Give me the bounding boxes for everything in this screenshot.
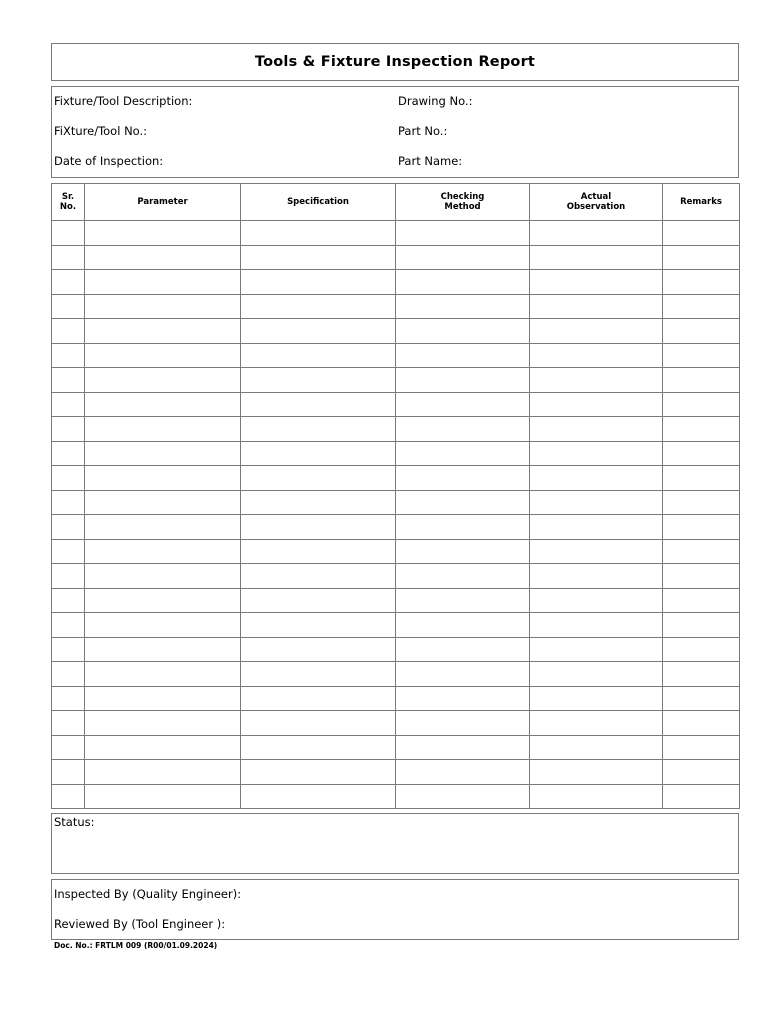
header-checking-method: Checking Method <box>396 184 530 221</box>
remarks-cell[interactable] <box>663 760 740 785</box>
fixture-no-label: FiXture/Tool No.: <box>54 124 148 138</box>
checking-method-cell[interactable] <box>396 515 530 540</box>
sr-no-cell[interactable] <box>52 735 85 760</box>
actual-observation-cell[interactable] <box>530 613 663 638</box>
sr-no-cell[interactable] <box>52 441 85 466</box>
fixture-info-section <box>51 86 739 178</box>
parameter-cell[interactable] <box>85 466 241 491</box>
specification-cell[interactable] <box>241 539 396 564</box>
specification-cell[interactable] <box>241 637 396 662</box>
checking-method-cell[interactable] <box>396 784 530 809</box>
part-name-label: Part Name: <box>398 154 463 168</box>
sr-no-cell[interactable] <box>52 245 85 270</box>
checking-method-cell[interactable] <box>396 588 530 613</box>
specification-cell[interactable] <box>241 662 396 687</box>
sr-no-cell[interactable] <box>52 613 85 638</box>
parameter-cell[interactable] <box>85 662 241 687</box>
table-row <box>52 343 740 368</box>
specification-cell[interactable] <box>241 392 396 417</box>
remarks-cell[interactable] <box>663 637 740 662</box>
parameter-cell[interactable] <box>85 711 241 736</box>
remarks-cell[interactable] <box>663 515 740 540</box>
table-header-row <box>52 184 740 221</box>
remarks-cell[interactable] <box>663 294 740 319</box>
checking-method-cell[interactable] <box>396 490 530 515</box>
header-sr-no: Sr. No. <box>52 184 85 221</box>
table-body <box>52 221 740 809</box>
specification-cell[interactable] <box>241 319 396 344</box>
checking-method-cell[interactable] <box>396 686 530 711</box>
table-row <box>52 784 740 809</box>
sr-no-cell[interactable] <box>52 319 85 344</box>
actual-observation-cell[interactable] <box>530 270 663 295</box>
table-row <box>52 270 740 295</box>
drawing-no-label: Drawing No.: <box>398 94 473 108</box>
sr-no-cell[interactable] <box>52 270 85 295</box>
sr-no-cell[interactable] <box>52 539 85 564</box>
sr-no-cell[interactable] <box>52 662 85 687</box>
parameter-cell[interactable] <box>85 564 241 589</box>
remarks-cell[interactable] <box>663 270 740 295</box>
table-row <box>52 368 740 393</box>
checking-method-cell[interactable] <box>396 343 530 368</box>
actual-observation-cell[interactable] <box>530 588 663 613</box>
remarks-cell[interactable] <box>663 686 740 711</box>
parameter-cell[interactable] <box>85 417 241 442</box>
specification-cell[interactable] <box>241 368 396 393</box>
remarks-cell[interactable] <box>663 784 740 809</box>
specification-cell[interactable] <box>241 417 396 442</box>
table-row <box>52 490 740 515</box>
table-row <box>52 711 740 736</box>
checking-method-cell[interactable] <box>396 270 530 295</box>
table-row <box>52 221 740 246</box>
table-row <box>52 588 740 613</box>
table-row <box>52 735 740 760</box>
checking-method-cell[interactable] <box>396 539 530 564</box>
actual-observation-cell[interactable] <box>530 245 663 270</box>
actual-observation-cell[interactable] <box>530 319 663 344</box>
specification-cell[interactable] <box>241 735 396 760</box>
specification-cell[interactable] <box>241 270 396 295</box>
remarks-cell[interactable] <box>663 490 740 515</box>
parameter-cell[interactable] <box>85 539 241 564</box>
checking-method-cell[interactable] <box>396 466 530 491</box>
date-of-inspection-label: Date of Inspection: <box>54 154 164 168</box>
checking-method-cell[interactable] <box>396 637 530 662</box>
remarks-cell[interactable] <box>663 368 740 393</box>
remarks-cell[interactable] <box>663 221 740 246</box>
sr-no-cell[interactable] <box>52 417 85 442</box>
sr-no-cell[interactable] <box>52 392 85 417</box>
parameter-cell[interactable] <box>85 784 241 809</box>
specification-cell[interactable] <box>241 588 396 613</box>
parameter-cell[interactable] <box>85 245 241 270</box>
remarks-cell[interactable] <box>663 343 740 368</box>
report-title: Tools & Fixture Inspection Report <box>254 54 536 70</box>
table-row <box>52 392 740 417</box>
actual-observation-cell[interactable] <box>530 711 663 736</box>
table-row <box>52 294 740 319</box>
specification-cell[interactable] <box>241 466 396 491</box>
checking-method-cell[interactable] <box>396 221 530 246</box>
specification-cell[interactable] <box>241 613 396 638</box>
sr-no-cell[interactable] <box>52 784 85 809</box>
actual-observation-cell[interactable] <box>530 760 663 785</box>
parameter-cell[interactable] <box>85 221 241 246</box>
sr-no-cell[interactable] <box>52 564 85 589</box>
parameter-cell[interactable] <box>85 735 241 760</box>
checking-method-cell[interactable] <box>396 564 530 589</box>
checking-method-cell[interactable] <box>396 417 530 442</box>
document-number: Doc. No.: FRTLM 009 (R00/01.09.2024) <box>54 941 218 950</box>
remarks-cell[interactable] <box>663 441 740 466</box>
actual-observation-cell[interactable] <box>530 466 663 491</box>
table-row <box>52 441 740 466</box>
header-specification: Specification <box>241 184 396 221</box>
header-remarks: Remarks <box>663 184 740 221</box>
checking-method-cell[interactable] <box>396 441 530 466</box>
specification-cell[interactable] <box>241 245 396 270</box>
remarks-cell[interactable] <box>663 735 740 760</box>
specification-cell[interactable] <box>241 343 396 368</box>
remarks-cell[interactable] <box>663 539 740 564</box>
actual-observation-cell[interactable] <box>530 221 663 246</box>
sr-no-cell[interactable] <box>52 294 85 319</box>
specification-cell[interactable] <box>241 711 396 736</box>
actual-observation-cell[interactable] <box>530 735 663 760</box>
specification-cell[interactable] <box>241 686 396 711</box>
parameter-cell[interactable] <box>85 760 241 785</box>
table-row <box>52 613 740 638</box>
part-no-label: Part No.: <box>398 124 448 138</box>
remarks-cell[interactable] <box>663 417 740 442</box>
inspection-table <box>51 183 740 809</box>
sr-no-cell[interactable] <box>52 343 85 368</box>
checking-method-cell[interactable] <box>396 613 530 638</box>
sr-no-cell[interactable] <box>52 368 85 393</box>
table-row <box>52 662 740 687</box>
report-title-box <box>51 43 739 81</box>
sr-no-cell[interactable] <box>52 686 85 711</box>
specification-cell[interactable] <box>241 294 396 319</box>
checking-method-cell[interactable] <box>396 319 530 344</box>
status-label: Status: <box>54 815 95 829</box>
specification-cell[interactable] <box>241 221 396 246</box>
specification-cell[interactable] <box>241 515 396 540</box>
checking-method-cell[interactable] <box>396 760 530 785</box>
table-row <box>52 515 740 540</box>
sr-no-cell[interactable] <box>52 466 85 491</box>
remarks-cell[interactable] <box>663 466 740 491</box>
actual-observation-cell[interactable] <box>530 515 663 540</box>
parameter-cell[interactable] <box>85 319 241 344</box>
table-row <box>52 245 740 270</box>
inspected-by-label: Inspected By (Quality Engineer): <box>54 887 242 901</box>
remarks-cell[interactable] <box>663 392 740 417</box>
table-row <box>52 319 740 344</box>
parameter-cell[interactable] <box>85 343 241 368</box>
sr-no-cell[interactable] <box>52 711 85 736</box>
actual-observation-cell[interactable] <box>530 392 663 417</box>
parameter-cell[interactable] <box>85 637 241 662</box>
specification-cell[interactable] <box>241 784 396 809</box>
specification-cell[interactable] <box>241 490 396 515</box>
actual-observation-cell[interactable] <box>530 662 663 687</box>
checking-method-cell[interactable] <box>396 294 530 319</box>
parameter-cell[interactable] <box>85 270 241 295</box>
parameter-cell[interactable] <box>85 368 241 393</box>
specification-cell[interactable] <box>241 564 396 589</box>
fixture-description-label: Fixture/Tool Description: <box>54 94 193 108</box>
sr-no-cell[interactable] <box>52 221 85 246</box>
parameter-cell[interactable] <box>85 515 241 540</box>
actual-observation-cell[interactable] <box>530 539 663 564</box>
signature-section <box>51 879 739 940</box>
actual-observation-cell[interactable] <box>530 490 663 515</box>
specification-cell[interactable] <box>241 441 396 466</box>
remarks-cell[interactable] <box>663 245 740 270</box>
sr-no-cell[interactable] <box>52 588 85 613</box>
table-row <box>52 760 740 785</box>
reviewed-by-label: Reviewed By (Tool Engineer ): <box>54 917 226 931</box>
table-row <box>52 466 740 491</box>
table-row <box>52 564 740 589</box>
parameter-cell[interactable] <box>85 686 241 711</box>
actual-observation-cell[interactable] <box>530 343 663 368</box>
actual-observation-cell[interactable] <box>530 368 663 393</box>
remarks-cell[interactable] <box>663 711 740 736</box>
actual-observation-cell[interactable] <box>530 564 663 589</box>
parameter-cell[interactable] <box>85 294 241 319</box>
remarks-cell[interactable] <box>663 662 740 687</box>
parameter-cell[interactable] <box>85 613 241 638</box>
actual-observation-cell[interactable] <box>530 441 663 466</box>
checking-method-cell[interactable] <box>396 735 530 760</box>
checking-method-cell[interactable] <box>396 245 530 270</box>
remarks-cell[interactable] <box>663 613 740 638</box>
actual-observation-cell[interactable] <box>530 784 663 809</box>
remarks-cell[interactable] <box>663 588 740 613</box>
parameter-cell[interactable] <box>85 490 241 515</box>
remarks-cell[interactable] <box>663 564 740 589</box>
parameter-cell[interactable] <box>85 392 241 417</box>
actual-observation-cell[interactable] <box>530 417 663 442</box>
table-row <box>52 686 740 711</box>
actual-observation-cell[interactable] <box>530 637 663 662</box>
actual-observation-cell[interactable] <box>530 686 663 711</box>
checking-method-cell[interactable] <box>396 662 530 687</box>
sr-no-cell[interactable] <box>52 515 85 540</box>
parameter-cell[interactable] <box>85 588 241 613</box>
header-parameter: Parameter <box>85 184 241 221</box>
table-row <box>52 637 740 662</box>
sr-no-cell[interactable] <box>52 637 85 662</box>
specification-cell[interactable] <box>241 760 396 785</box>
table-row <box>52 539 740 564</box>
table-row <box>52 417 740 442</box>
parameter-cell[interactable] <box>85 441 241 466</box>
sr-no-cell[interactable] <box>52 490 85 515</box>
remarks-cell[interactable] <box>663 319 740 344</box>
checking-method-cell[interactable] <box>396 368 530 393</box>
sr-no-cell[interactable] <box>52 760 85 785</box>
status-section <box>51 813 739 874</box>
checking-method-cell[interactable] <box>396 711 530 736</box>
checking-method-cell[interactable] <box>396 392 530 417</box>
header-actual-observation: Actual Observation <box>530 184 663 221</box>
actual-observation-cell[interactable] <box>530 294 663 319</box>
